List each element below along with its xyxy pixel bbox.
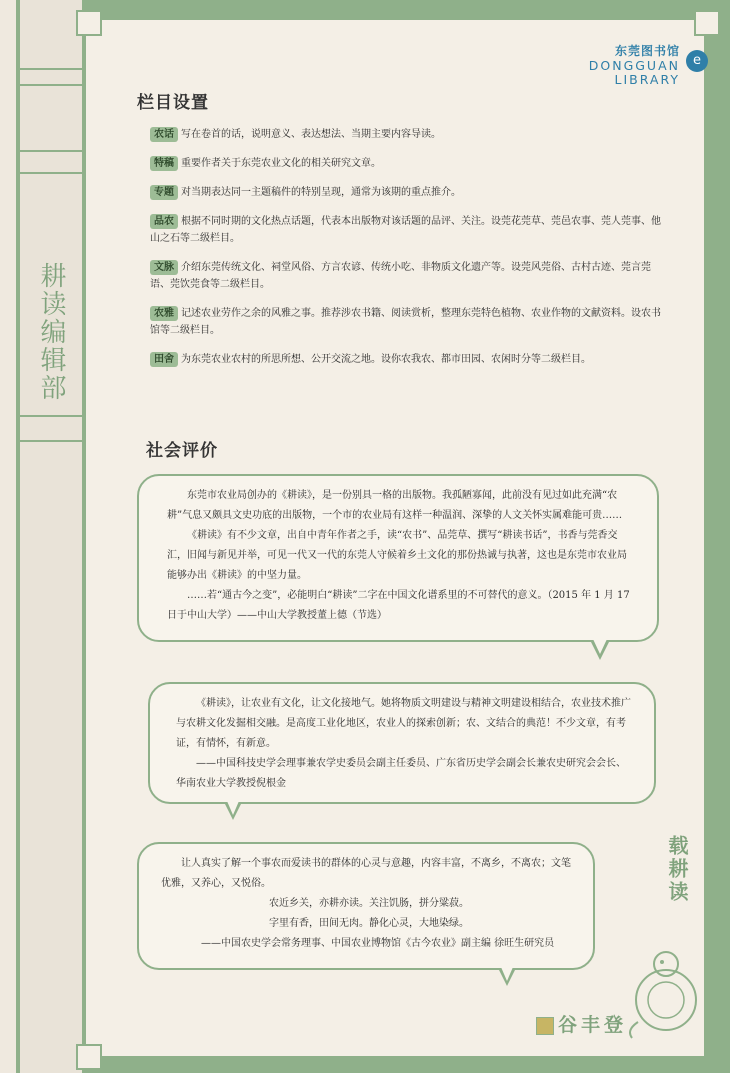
list-item <box>150 126 670 143</box>
library-logo <box>588 42 701 87</box>
column-tag: 特稿 <box>150 156 178 171</box>
spine-divider <box>18 415 82 417</box>
column-desc: 介绍东莞传统文化、祠堂风俗、方言农谚、传统小吃、非物质文化遗产等。设莞风莞俗、古村古迹、莞言莞语、莞饮莞食等二级栏目。 <box>150 262 651 290</box>
seal-icon <box>536 1017 554 1035</box>
list-item <box>150 259 670 293</box>
right-strip <box>712 0 730 1073</box>
review-paragraph: 《耕读》，让农业有文化，让文化接地气。她将物质文明建设与精神文明建设相结合，农业技术推广与农耕文化发掘相交融。是高度工业化地区，农业人的探索创新；农、文结合的典范！不少文章，有考证，有情怀，有新意。 <box>176 698 631 749</box>
logo-en-2: LIBRARY <box>614 72 680 87</box>
column-tag: 农雅 <box>150 306 178 321</box>
spine-divider <box>18 440 82 442</box>
review-bubble-3 <box>137 842 595 970</box>
verse-block <box>161 894 573 934</box>
list-item <box>150 155 670 172</box>
column-tag: 文脉 <box>150 260 178 275</box>
slogan-text: 载耕读 <box>665 835 689 904</box>
column-desc: 对当期表达同一主题稿件的特别呈现，通常为该期的重点推介。 <box>181 187 461 198</box>
review-bubble-1 <box>137 474 659 642</box>
spine-divider <box>18 172 82 174</box>
verse-line: 农近乡关，亦耕亦读。关注饥肠，拼分粱菽。 <box>269 898 469 909</box>
corner-ornament <box>694 10 720 36</box>
review-signature: ——中国农史学会常务理事、中国农业博物馆《古今农业》副主编 徐旺生研究员 <box>201 938 555 949</box>
spine-title: 耕读编辑部 <box>36 262 66 402</box>
slogan-text: 谷丰登 <box>558 1014 628 1036</box>
review-bubble-2 <box>148 682 656 804</box>
corner-ornament <box>76 1044 102 1070</box>
list-item <box>150 213 670 247</box>
logo-en-1: DONGGUAN <box>588 58 680 73</box>
spine-divider <box>18 150 82 152</box>
column-tag: 农话 <box>150 127 178 142</box>
review-paragraph: ……若“通古今之变”，必能明白“耕读”二字在中国文化谱系里的不可替代的意义。（2015 年 1 月 17 日于中山大学）——中山大学教授董上德（节选） <box>167 590 630 621</box>
bubble-tail-fill <box>593 639 607 654</box>
column-tag: 品农 <box>150 214 178 229</box>
list-item <box>150 305 670 339</box>
review-paragraph: 东莞市农业局创办的《耕读》，是一份别具一格的出版物。我孤陋寡闻，此前没有见过如此充满“农耕”气息又颇具文史功底的出版物，一个市的农业局有这样一种温润、深挚的人文关怀实属难能可贵…… <box>167 490 623 521</box>
column-desc: 根据不同时期的文化热点话题，代表本出版物对该话题的品评、关注。设莞花莞草、莞邑农事、莞人莞事、他山之石等二级栏目。 <box>150 216 661 244</box>
left-spine <box>0 0 82 1073</box>
column-tag: 田舍 <box>150 352 178 367</box>
column-list <box>150 126 670 380</box>
column-desc: 重要作者关于东莞农业文化的相关研究文章。 <box>181 158 381 169</box>
e-book-icon: e <box>686 50 708 72</box>
column-desc: 为东莞农业农村的所思所想、公开交流之地。设你农我农、都市田园、农闲时分等二级栏目。 <box>181 354 591 365</box>
column-tag: 专题 <box>150 185 178 200</box>
review-signature: ——中国科技史学会理事兼农学史委员会副主任委员、广东省历史学会副会长兼农史研究会会长、华南农业大学教授倪根金 <box>176 758 626 789</box>
bubble-tail-fill <box>227 801 239 815</box>
spine-divider <box>18 68 82 70</box>
vertical-slogan <box>663 835 692 904</box>
rat-papercut-icon <box>622 930 702 1040</box>
list-item <box>150 351 670 368</box>
review-paragraph: 让人真实了解一个事农而爱读书的群体的心灵与意趣，内容丰富，不离乡，不离农；文笔优雅，又养心，又悦俗。 <box>161 858 571 889</box>
review-paragraph: 《耕读》有不少文章，出自中青年作者之手，读“农书”、品莞草、撰写“耕读书话”，书香与莞香交汇，旧闻与新见并举，可见一代又一代的东莞人守候着乡土文化的那份热诚与执著，这也是东莞市农业局能够办出《耕读》的中坚力量。 <box>167 530 627 581</box>
section-title-columns: 栏目设置 <box>137 93 209 113</box>
bubble-tail-fill <box>501 967 513 981</box>
corner-ornament <box>76 10 102 36</box>
spine-divider <box>18 84 82 86</box>
verse-line: 字里有香，田间无肉。静化心灵，大地染绿。 <box>269 918 469 929</box>
logo-cn: 东莞图书馆 <box>614 44 680 58</box>
column-desc: 写在卷首的话，说明意义、表达想法、当期主要内容导读。 <box>181 129 441 140</box>
column-desc: 记述农业劳作之余的风雅之事。推荐涉农书籍、阅读赏析，整理东莞特色植物、农业作物的文献资料。设农书馆等二级栏目。 <box>150 308 661 336</box>
spine-band <box>18 0 82 1073</box>
bottom-slogan <box>536 1010 627 1037</box>
list-item <box>150 184 670 201</box>
section-title-reviews: 社会评价 <box>146 441 218 461</box>
